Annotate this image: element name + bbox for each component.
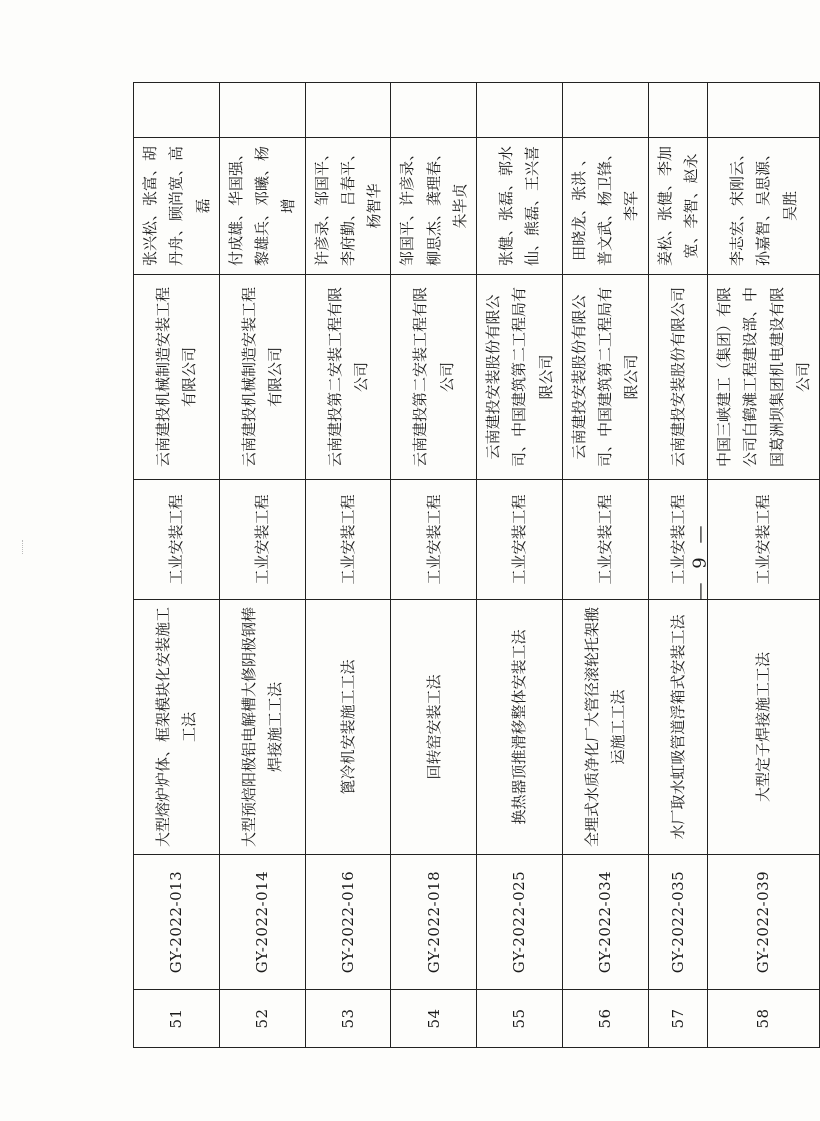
method-name-cell: 大型定子焊接施工工法: [708, 600, 820, 855]
page-number: — 9 —: [689, 521, 711, 601]
row-number-cell: 55: [477, 990, 563, 1048]
empty-cell: [477, 83, 563, 138]
row-number-cell: 57: [648, 990, 708, 1048]
category-cell: 工业安装工程: [562, 480, 648, 600]
project-code-cell: GY-2022-014: [219, 855, 305, 990]
method-name-cell: 水厂取水虹吸管道浮箱式安装工法: [648, 600, 708, 855]
contributors-cell: 张兴松、张富、胡丹舟、顾尚宽、高磊: [134, 138, 220, 275]
row-number-cell: 58: [708, 990, 820, 1048]
table-row: [477, 83, 563, 1048]
contributors-cell: 田晓龙、张洪 、普文武、杨卫锋、李军: [562, 138, 648, 275]
organization-cell: 中国三峡建工（集团）有限公司白鹤滩工程建设部、中国葛洲坝集团机电建设有限公司: [708, 275, 820, 480]
organization-cell: 云南建投机械制造安装工程有限公司: [134, 275, 220, 480]
contributors-cell: 许彦录、邹国平、李府勤、吕春平、杨智华: [305, 138, 391, 275]
rotated-table-container: [133, 83, 812, 1048]
empty-cell: [219, 83, 305, 138]
row-number-cell: 53: [305, 990, 391, 1048]
project-code-cell: GY-2022-039: [708, 855, 820, 990]
project-code-cell: GY-2022-013: [134, 855, 220, 990]
table-row: [219, 83, 305, 1048]
contributors-cell: 李志宏、宋刚云、孙嘉智、吴思源、吴胜: [708, 138, 820, 275]
project-code-cell: GY-2022-018: [391, 855, 477, 990]
table-row: [562, 83, 648, 1048]
table-row: [391, 83, 477, 1048]
category-cell: 工业安装工程: [477, 480, 563, 600]
empty-cell: [708, 83, 820, 138]
category-cell: 工业安装工程: [134, 480, 220, 600]
table-row: [708, 83, 820, 1048]
contributors-cell: 张健、张磊、郭水仙、熊磊、王兴喜: [477, 138, 563, 275]
category-cell: 工业安装工程: [648, 480, 708, 600]
project-code-cell: GY-2022-035: [648, 855, 708, 990]
method-name-cell: 全埋式水质净化厂大管径滚轮托架搬运施工工法: [562, 600, 648, 855]
empty-cell: [134, 83, 220, 138]
organization-cell: 云南建投机械制造安装工程有限公司: [219, 275, 305, 480]
organization-cell: 云南建投安装股份有限公司: [648, 275, 708, 480]
method-name-cell: 篦冷机安装施工工法: [305, 600, 391, 855]
method-name-cell: 大型预焙阳极铝电解槽大修阴极钢棒焊接施工工法: [219, 600, 305, 855]
scan-edge-mark: [22, 540, 25, 554]
award-table: [133, 82, 820, 1048]
table-row: [305, 83, 391, 1048]
project-code-cell: GY-2022-034: [562, 855, 648, 990]
row-number-cell: 56: [562, 990, 648, 1048]
organization-cell: 云南建投第二安装工程有限公司: [391, 275, 477, 480]
empty-cell: [648, 83, 708, 138]
contributors-cell: 付成雄、华国强、黎雄兵、邓曦、杨增: [219, 138, 305, 275]
project-code-cell: GY-2022-025: [477, 855, 563, 990]
project-code-cell: GY-2022-016: [305, 855, 391, 990]
category-cell: 工业安装工程: [305, 480, 391, 600]
organization-cell: 云南建投安装股份有限公司、中国建筑第二工程局有限公司: [562, 275, 648, 480]
row-number-cell: 54: [391, 990, 477, 1048]
contributors-cell: 姜松、张健、李加宽、李智、赵永: [648, 138, 708, 275]
organization-cell: 云南建投安装股份有限公司、中国建筑第二工程局有限公司: [477, 275, 563, 480]
method-name-cell: 换热器顶推滑移整体安装工法: [477, 600, 563, 855]
table-row: [134, 83, 220, 1048]
empty-cell: [391, 83, 477, 138]
row-number-cell: 52: [219, 990, 305, 1048]
contributors-cell: 邹国平、许彦录、柳思杰、龚理春、朱毕贞: [391, 138, 477, 275]
row-number-cell: 51: [134, 990, 220, 1048]
empty-cell: [305, 83, 391, 138]
category-cell: 工业安装工程: [219, 480, 305, 600]
method-name-cell: 回转窑安装工法: [391, 600, 477, 855]
category-cell: 工业安装工程: [391, 480, 477, 600]
method-name-cell: 大型熔炉炉体、框架模块化安装施工工法: [134, 600, 220, 855]
category-cell: 工业安装工程: [708, 480, 820, 600]
organization-cell: 云南建投第二安装工程有限公司: [305, 275, 391, 480]
empty-cell: [562, 83, 648, 138]
